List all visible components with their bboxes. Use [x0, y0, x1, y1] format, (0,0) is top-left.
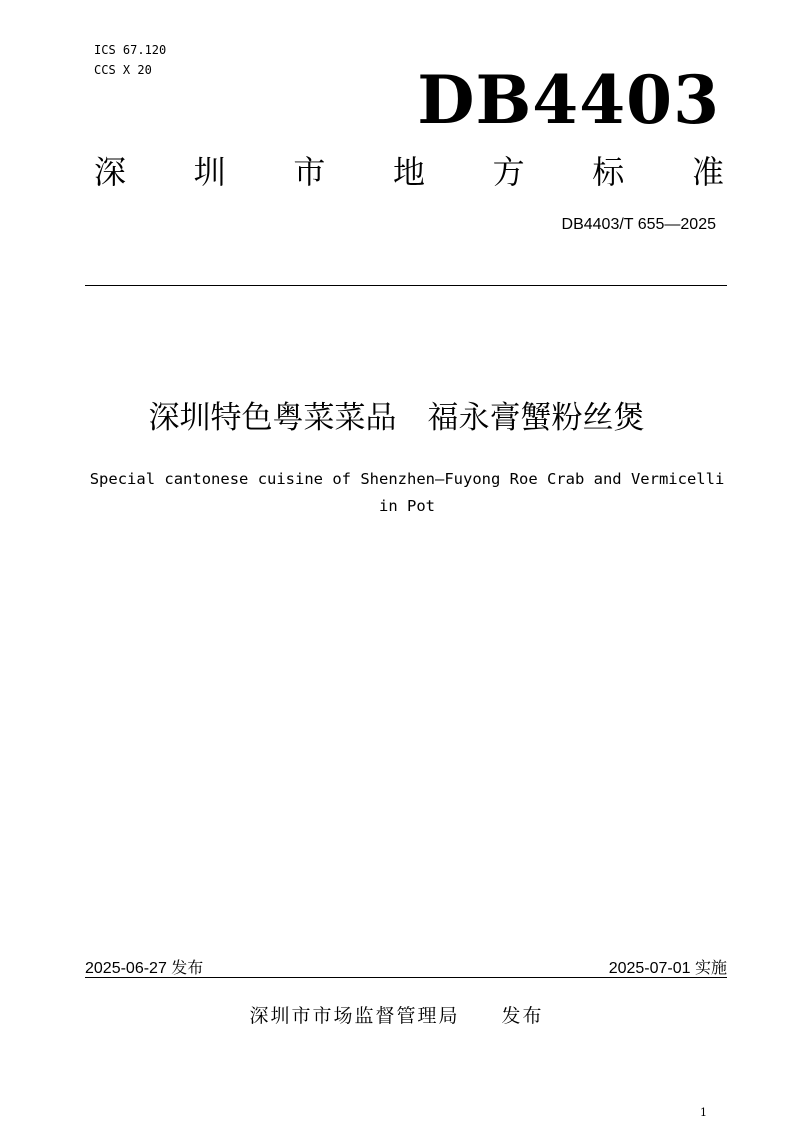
standard-number: DB4403/T 655—2025 — [561, 216, 716, 233]
org-char: 标 — [592, 153, 625, 191]
english-title: Special cantonese cuisine of Shenzhen—Fuyong Roe Crab and Vermicelli in Pot — [89, 470, 725, 515]
ics-code: ICS 67.120 — [94, 43, 167, 57]
org-title — [94, 152, 724, 192]
document-title: 深圳特色粤菜菜品 福永膏蟹粉丝煲 — [148, 400, 645, 436]
page-number: 1 — [700, 1106, 707, 1119]
org-char: 方 — [492, 153, 525, 191]
org-char: 圳 — [193, 153, 226, 191]
release-date: 2025-06-27 发布 — [85, 960, 204, 977]
org-char: 市 — [293, 153, 326, 191]
org-char: 深 — [94, 153, 127, 191]
implement-date: 2025-07-01 实施 — [608, 960, 727, 977]
footer-divider — [85, 977, 727, 978]
header-divider — [85, 285, 727, 286]
db-code: DB4403 — [417, 61, 720, 139]
ccs-code: CCS X 20 — [94, 63, 152, 77]
classification-codes — [94, 40, 166, 80]
org-char: 准 — [691, 153, 724, 191]
publisher: 深圳市市场监督管理局 发布 — [249, 1005, 544, 1027]
org-char: 地 — [392, 153, 425, 191]
